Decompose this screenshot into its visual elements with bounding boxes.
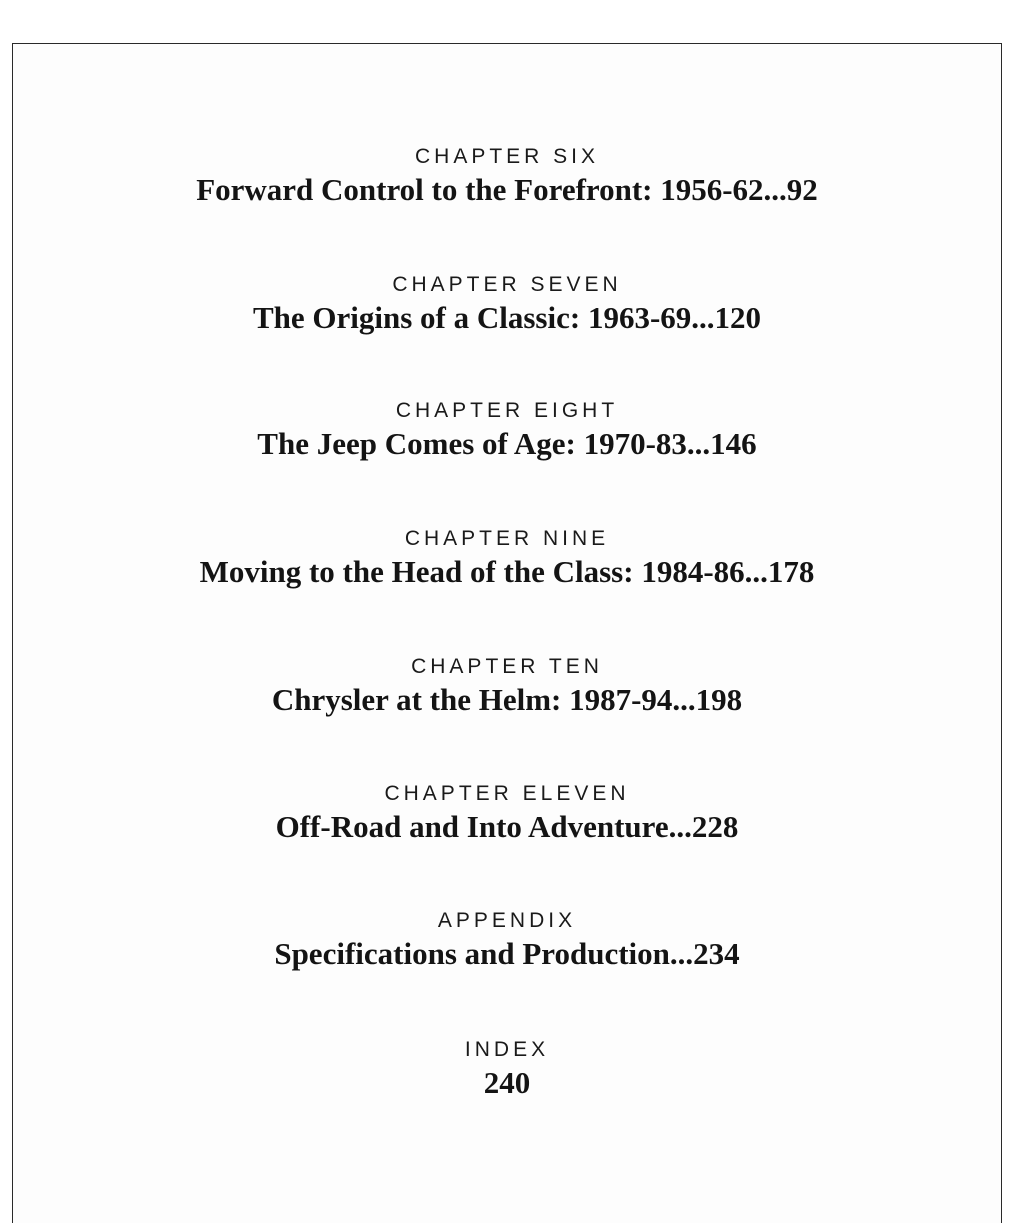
toc-entry-chapter-ten[interactable] [12,654,1002,718]
chapter-title: Forward Control to the Forefront: 1956-62...92 [196,172,818,207]
toc-entry-chapter-eleven[interactable] [12,781,1002,845]
chapter-label: CHAPTER SEVEN [392,273,622,296]
toc-entry-chapter-eight[interactable] [12,398,1002,462]
chapter-label: CHAPTER NINE [404,527,610,550]
toc-entry-chapter-six[interactable] [12,144,1002,208]
chapter-title: Off-Road and Into Adventure...228 [275,809,739,844]
chapter-label: APPENDIX [437,909,577,932]
chapter-label: CHAPTER ELEVEN [384,782,630,805]
toc-entry-chapter-nine[interactable] [12,526,1002,590]
chapter-label: CHAPTER EIGHT [395,399,619,422]
chapter-title: Chrysler at the Helm: 1987-94...198 [271,682,743,717]
chapter-label: CHAPTER SIX [414,145,600,168]
toc-entry-chapter-seven[interactable] [12,272,1002,336]
chapter-title: The Jeep Comes of Age: 1970-83...146 [257,426,757,461]
chapter-title: 240 [483,1065,531,1100]
chapter-label: INDEX [464,1038,550,1061]
chapter-title: Moving to the Head of the Class: 1984-86...178 [199,554,815,589]
toc-entry-index[interactable] [12,1037,1002,1101]
chapter-title: Specifications and Production...234 [274,936,740,971]
toc-entry-appendix[interactable] [12,908,1002,972]
chapter-label: CHAPTER TEN [411,655,603,678]
chapter-title: The Origins of a Classic: 1963-69...120 [252,300,762,335]
